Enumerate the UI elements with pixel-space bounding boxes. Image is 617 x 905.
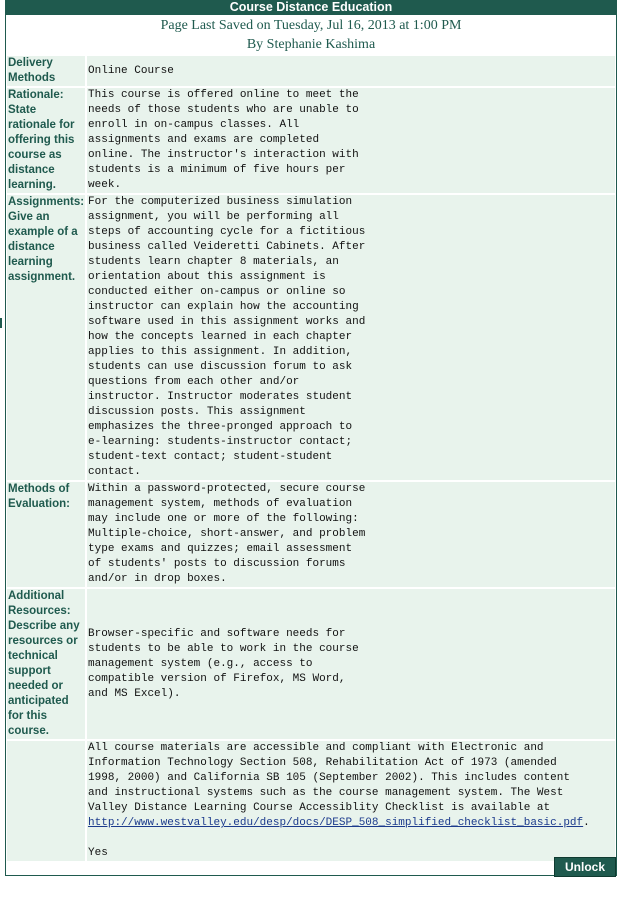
distance-education-panel xyxy=(5,0,617,876)
link-suffix: . xyxy=(583,817,590,829)
table-row xyxy=(7,482,615,587)
row-value-resources: Browser-specific and software needs for students to be able to work in the course management system (e.g., access to compatible version of Firefox, MS Word, and MS Excel). xyxy=(87,589,615,739)
row-label-accessibility xyxy=(7,741,85,861)
author-line: By Stephanie Kashima xyxy=(246,37,376,52)
table-row xyxy=(7,741,615,861)
left-edge-marker xyxy=(0,318,2,328)
accessibility-text: All course materials are accessible and compliant with Electronic and Information Technology Section 508, Rehabilitation Act of 1973 (amended 1998, 2000) and California SB 105 (September 2002). This includes content and instructional systems such as the course management system. The West Valley Distance Learning Course Accessiblity Checklist is available at xyxy=(88,742,570,814)
table-row xyxy=(7,56,615,86)
accessibility-checklist-link[interactable]: http://www.westvalley.edu/desp/docs/DESP_508_simplified_checklist_basic.pdf xyxy=(88,817,584,829)
row-label-delivery: Delivery Methods xyxy=(7,56,85,86)
panel-title: Course Distance Education xyxy=(6,0,616,15)
table-row xyxy=(7,88,615,193)
unlock-button[interactable]: Unlock xyxy=(554,857,616,877)
table-row xyxy=(7,195,615,480)
row-label-resources: Additional Resources: Describe any resources or technical support needed or anticipated for this course. xyxy=(7,589,85,739)
saved-line: Page Last Saved on Tuesday, Jul 16, 2013 at 1:00 PM xyxy=(160,18,462,33)
row-value-delivery: Online Course xyxy=(87,56,615,86)
unlock-row xyxy=(554,857,616,877)
row-value-rationale: This course is offered online to meet the needs of those students who are unable to enroll in on-campus classes. All assignments and exams are completed online. The instructor's interaction with students is a minimum of five hours per week. xyxy=(87,88,615,193)
row-value-assignments: For the computerized business simulation assignment, you will be performing all steps of accounting cycle for a fictitious business called Veideretti Cabinets. After students learn chapter 8 materials, an orientation about this assignment is conducted either on-campus or online so instructor can explain how the accounting software used in this assignment works and how the concepts learned in each chapter applies to this assignment. In addition, students can use discussion forum to ask questions from each other and/or instructor. Instructor moderates student discussion posts. This assignment emphasizes the three-pronged approach to e-learning: students-instructor contact; student-text contact; student-student contact. xyxy=(87,195,615,480)
row-label-evaluation: Methods of Evaluation: xyxy=(7,482,85,587)
row-label-rationale: Rationale: State rationale for offering this course as distance learning. xyxy=(7,88,85,193)
row-label-assignments: Assignments: Give an example of a distance learning assignment. xyxy=(7,195,85,480)
info-table xyxy=(5,54,617,863)
row-value-accessibility xyxy=(87,741,615,861)
table-row xyxy=(7,589,615,739)
row-value-evaluation: Within a password-protected, secure course management system, methods of evaluation may include one or more of the following: Multiple-choice, short-answer, and problem type exams and quizzes; email assessment of students' posts to discussion forums and/or in drop boxes. xyxy=(87,482,615,587)
accessibility-answer: Yes xyxy=(88,847,108,859)
